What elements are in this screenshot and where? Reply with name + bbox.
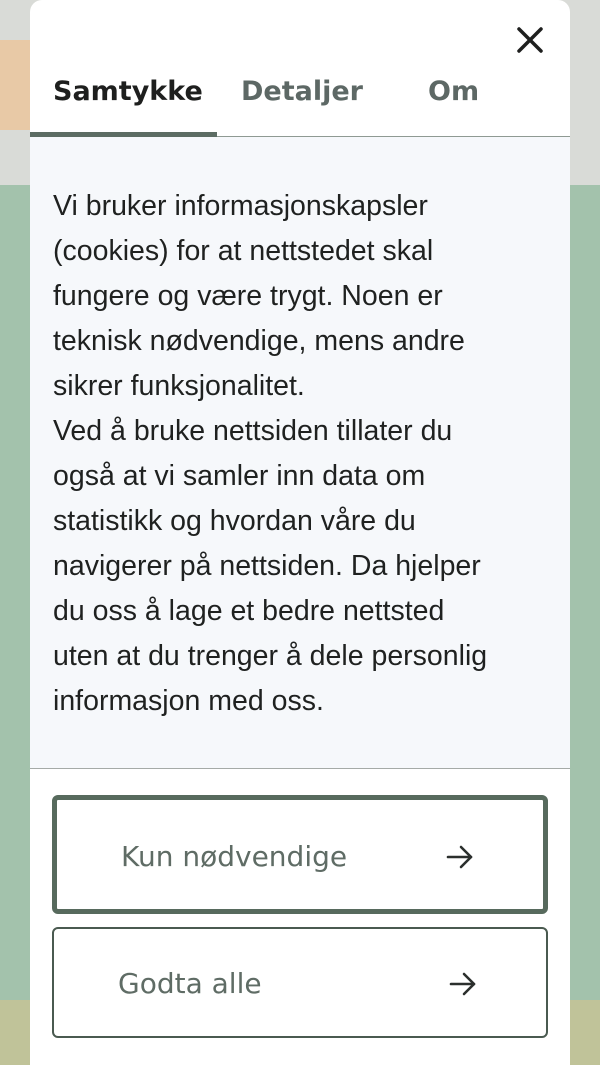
consent-text-line: informasjon med oss. — [53, 685, 324, 717]
consent-description — [53, 184, 553, 724]
arrow-right-icon — [445, 842, 475, 872]
consent-text-line: (cookies) for at nettstedet skal — [53, 235, 434, 267]
consent-text-line: Ved å bruke nettsiden tillater du — [53, 415, 453, 447]
consent-text-line: navigerer på nettsiden. Da hjelper — [53, 550, 481, 582]
consent-text-line: du oss å lage et bedre nettsted — [53, 595, 445, 627]
arrow-right-icon — [448, 969, 478, 999]
consent-text-line: teknisk nødvendige, mens andre — [53, 325, 465, 357]
only-necessary-label: Kun nødvendige — [121, 840, 348, 873]
consent-text-line: fungere og være trygt. Noen er — [53, 280, 443, 312]
tab-bar — [30, 60, 570, 137]
accept-all-button[interactable] — [52, 927, 548, 1038]
close-icon — [512, 22, 548, 58]
backdrop-accent — [0, 40, 30, 130]
consent-text-line: statistikk og hvordan våre du — [53, 505, 416, 537]
consent-text-panel — [30, 137, 570, 769]
tab-samtykke[interactable]: Samtykke — [53, 76, 203, 107]
consent-text-line: også at vi samler inn data om — [53, 460, 426, 492]
consent-text-line: Vi bruker informasjonskapsler — [53, 190, 428, 222]
consent-text-line: sikrer funksjonalitet. — [53, 370, 305, 402]
tab-detaljer[interactable]: Detaljer — [241, 76, 363, 107]
only-necessary-button[interactable] — [52, 795, 548, 914]
tab-om[interactable]: Om — [428, 76, 480, 107]
consent-text-line: uten at du trenger å dele personlig — [53, 640, 488, 672]
close-button[interactable] — [512, 22, 548, 58]
accept-all-label: Godta alle — [118, 967, 262, 1000]
cookie-consent-dialog — [30, 0, 570, 1065]
